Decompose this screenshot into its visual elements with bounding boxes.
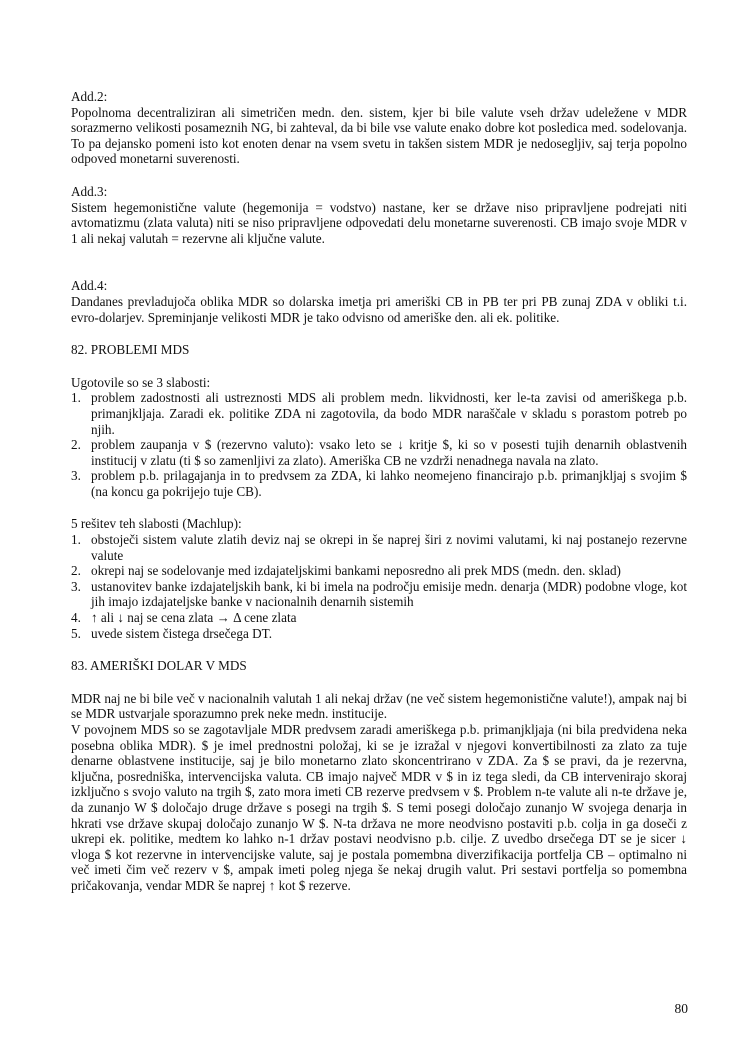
list-item <box>71 532 687 563</box>
list-text: uvede sistem čistega drsečega DT. <box>91 625 273 641</box>
list-text: problem p.b. prilagajanja in to predvsem za ZDA, ki lahko neomejeno financirajo p.b. primanjkljaj s svojim $ (na koncu ga pokrijejo tuje CB). <box>91 468 687 499</box>
list-text: problem zadostnosti ali ustreznosti MDS ali problem medn. likvidnosti, ker le-ta zavisi od ameriškega p.b. primanjkljaja. Zaradi ek. politike ZDA ni zagotovila, da bodo MDR naraščale v skladu s porastom potreb po njih. <box>91 390 687 437</box>
weaknesses-list <box>71 390 687 499</box>
list-item <box>71 390 687 437</box>
list-text: okrepi naj se sodelovanje med izdajateljskimi bankami neposredno ali prek MDS (medn. den. sklad) <box>91 563 621 579</box>
list-number: 3. <box>71 578 81 594</box>
list-number: 4. <box>71 610 81 626</box>
list-item <box>71 437 687 468</box>
list-number: 3. <box>71 468 81 484</box>
section-83-heading: 83. AMERIŠKI DOLAR V MDS <box>71 658 247 674</box>
add2-label: Add.2: <box>71 89 108 104</box>
add3-label: Add.3: <box>71 183 108 199</box>
section-82-heading: 82. PROBLEMI MDS <box>71 342 190 358</box>
weaknesses-intro: Ugotovile so se 3 slabosti: <box>71 374 211 390</box>
list-item <box>71 610 687 626</box>
list-number: 2. <box>71 437 81 453</box>
list-item <box>71 468 687 499</box>
list-item <box>71 579 687 610</box>
solutions-list <box>71 532 687 641</box>
list-text: ↑ ali ↓ naj se cena zlata → Δ cene zlata <box>91 610 297 626</box>
list-number: 5. <box>71 625 81 641</box>
section-83-paragraph-2: V povojnem MDS so se zagotavljale MDR predvsem zaradi ameriškega p.b. primanjkljaja (ni bila predvidena neka posebna oblika MDR). $ je imel prednostni položaj, ki se je izražal v njegovi konvertibilnosti za zlato za tuje denarne oblastvene institucije, saj je bilo monetarno zlato skoncentrirano v ZDA. Za $ se pravi, da je rezervna, ključna, posredniška, intervencijska valuta. CB imajo največ MDR v $ in iz tega sledi, da CB intervenirajo skoraj izključno s svojo valuto na trgih $, zato mora imeti CB rezerve predvsem v $. Problem n-te valute ali n-te države je, da zunanjo W $ določajo druge države s posegi na trgih $. S temi posegi določajo zunanjo W svojega denarja in hkrati vse države skupaj določajo zunanjo W $. N-ta država ne more neodvisno postaviti p.b. colja in ga doseči z ukrepi ek. politike, medtem ko lahko n-1 držav postavi neodvisno p.b. cilje. Z uvedbo drsečega DT se je sicer ↓ vloga $ kot rezervne in intervencijske valute, saj je postala pomembna diverzifikacija portfelja CB – optimalno ni več imeti čim več rezerv v $, ampak imeti poleg njega še nekaj drugih valut. Pri sestavi portfelja so pomembna pričakovanja, vendar MDR še naprej ↑ kot $ rezerve. <box>71 722 687 893</box>
list-text: ustanovitev banke izdajateljskih bank, ki bi imela na področju emisije medn. denarja (MDR) podobne vloge, kot jih imajo izdajateljske banke v nacionalnih denarnih sistemih <box>91 578 687 610</box>
add2-text: Popolnoma decentraliziran ali simetričen medn. den. sistem, kjer bi bile valute vseh držav udeležene v MDR sorazmerno velikosti posameznih NG, bi zahteval, da bi bile vse valute enako dobre kot posledica med. sodelovanja. To pa dejansko pomeni isto kot enoten denar na vsem svetu in takšen sistem MDR je nedosegljiv, saj terja popolno odpoved monetarni suverenosti. <box>71 104 687 167</box>
list-item <box>71 626 687 642</box>
list-text: obstoječi sistem valute zlatih deviz naj se okrepi in še naprej širi z novimi valutami, ki naj postanejo rezervne valute <box>91 532 687 563</box>
list-text: problem zaupanja v $ (rezervno valuto): vsako leto se ↓ kritje $, ki so v posesti tujih denarnih oblastvenih institucij v zlatu (ti $ so zamenljivi za zlato). Ameriška CB ne vzdrži nenadnega navala na zlato. <box>91 437 687 468</box>
list-item <box>71 563 687 579</box>
document-page <box>71 89 687 894</box>
list-number: 1. <box>71 390 81 406</box>
add3-text: Sistem hegemonistične valute (hegemonija = vodstvo) nastane, ker se države niso pripravljene podrejati niti avtomatizmu (zlata valuta) niti se niso pripravljene odpovedati delu monetarne suverenosti. CB imajo svoje MDR v 1 ali nekaj valutah = rezervne ali ključne valute. <box>71 199 687 246</box>
solutions-intro: 5 rešitev teh slabosti (Machlup): <box>71 516 242 532</box>
add4-label: Add.4: <box>71 278 108 294</box>
section-83-paragraph-1: MDR naj ne bi bile več v nacionalnih valutah 1 ali nekaj držav (ne več sistem hegemonistične valute!), ampak naj bi se MDR ustvarjale sporazumno prek neke medn. institucije. <box>71 690 687 722</box>
list-number: 1. <box>71 532 81 548</box>
page-number: 80 <box>674 1001 688 1016</box>
add4-text: Dandanes prevladujoča oblika MDR so dolarska imetja pri ameriški CB in PB ter pri PB zunaj ZDA v obliki t.i. evro-dolarjev. Spreminjanje velikosti MDR je tako odvisno od ameriške den. ali ek. politike. <box>71 293 687 325</box>
list-number: 2. <box>71 563 81 579</box>
